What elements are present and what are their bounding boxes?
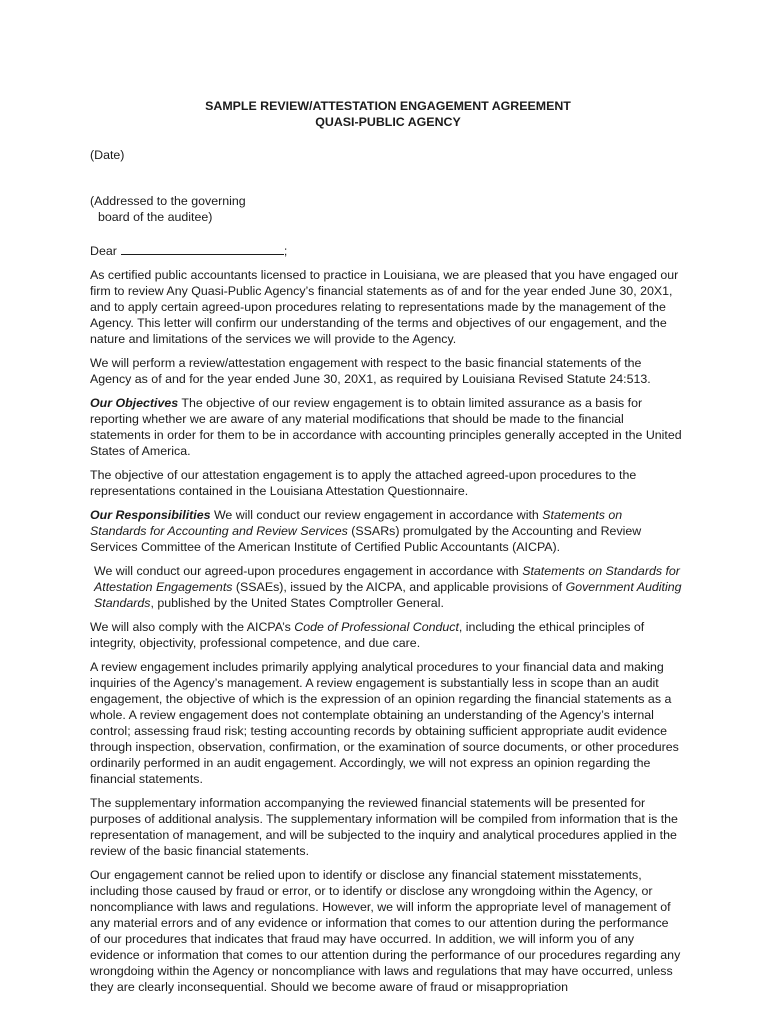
limitations-paragraph: Our engagement cannot be relied upon to identify or disclose any financial statement misstatements, including those caused by fraud or error, or to identify or disclose any wrongdoing within the Agency, or noncompliance with laws and regulations. However, we will inform the appropriate level of management of any material errors and of any evidence or information that comes to our attention during the performance of our procedures that indicates that fraud may have occurred. In addition, we will inform you of any evidence or information that comes to our attention during the performance of our procedures regarding any wrongdoing within the Agency or noncompliance with laws and regulations that may have occurred, unless they are clearly inconsequential. Should we become aware of fraud or misappropriation bbox=[90, 868, 681, 994]
intro-paragraph: As certified public accountants licensed to practice in Louisiana, we are pleased that you have engaged our firm to review Any Quasi-Public Agency’s financial statements as of and for the year ended June 30, 20X1, and to apply certain agreed-upon procedures relating to representations made by the management of the Agency. This letter will confirm our understanding of the terms and objectives of our engagement, and the nature and limitations of the services we will provide to the Agency. bbox=[90, 268, 679, 346]
attestation-objective-paragraph: The objective of our attestation engagement is to apply the attached agreed-upon procedures to the representations contained in the Louisiana Attestation Questionnaire. bbox=[90, 468, 637, 498]
aup-text-c: (SSAEs), issued by the AICPA, and applicable provisions of bbox=[232, 580, 566, 594]
address-line-1: (Addressed to the governing bbox=[90, 194, 246, 208]
ssae-title: Statements on Standards for Attestation Engagements bbox=[94, 564, 680, 594]
objectives-text: The objective of our review engagement is to obtain limited assurance as a basis for reporting whether we are aware of any material modifications that should be made to the financial statements in order for them to be in accordance with accounting principles generally accepted in the United States of America. bbox=[90, 396, 682, 458]
comply-paragraph bbox=[90, 619, 682, 651]
objectives-paragraph bbox=[90, 395, 682, 459]
supplementary-paragraph: The supplementary information accompanying the reviewed financial statements will be presented for purposes of additional analysis. The supplementary information will be compiled from information that is the representation of management, and will be subjected to the inquiry and analytical procedures applied in the review of the basic financial statements. bbox=[90, 796, 678, 858]
ssars-title: Statements on Standards for Accounting and Review Services bbox=[90, 508, 623, 538]
address-block bbox=[90, 193, 682, 225]
responsibilities-text-a: We will conduct our review engagement in accordance with bbox=[210, 508, 543, 522]
comply-text-c: , including the ethical principles of integrity, objectivity, professional competence, and due care. bbox=[90, 620, 645, 650]
address-line-2: board of the auditee) bbox=[98, 210, 213, 224]
title-line-2: QUASI-PUBLIC AGENCY bbox=[315, 115, 461, 129]
responsibilities-text-c: (SSARs) promulgated by the Accounting and Review Services Committee of the American Institute of Certified Public Accountants (AICPA). bbox=[90, 524, 642, 554]
date-placeholder: (Date) bbox=[90, 148, 125, 162]
title-line-1: SAMPLE REVIEW/ATTESTATION ENGAGEMENT AGREEMENT bbox=[205, 99, 571, 113]
responsibilities-heading: Our Responsibilities bbox=[90, 508, 211, 522]
salutation-blank-line bbox=[121, 242, 284, 255]
gas-title: Government Auditing Standards bbox=[94, 580, 682, 610]
salutation bbox=[90, 242, 682, 259]
comply-text-a: We will also comply with the AICPA’s bbox=[90, 620, 295, 634]
salutation-suffix: ; bbox=[283, 244, 288, 258]
aup-text-e: , published by the United States Comptroller General. bbox=[150, 596, 444, 610]
aup-text-a: We will conduct our agreed-upon procedures engagement in accordance with bbox=[94, 564, 523, 578]
salutation-prefix: Dear bbox=[90, 244, 117, 258]
objectives-heading: Our Objectives bbox=[90, 396, 179, 410]
perform-paragraph: We will perform a review/attestation engagement with respect to the basic financial statements of the Agency as of and for the year ended June 30, 20X1, as required by Louisiana Revised Statute 24:513. bbox=[90, 356, 651, 386]
document-title bbox=[90, 98, 686, 130]
code-of-conduct-title: Code of Professional Conduct bbox=[294, 620, 459, 634]
review-description-paragraph: A review engagement includes primarily applying analytical procedures to your financial data and making inquiries of the Agency’s management. A review engagement is substantially less in scope than an audit engagement, the objective of which is the expression of an opinion regarding the financial statements as a whole. A review engagement does not contemplate obtaining an understanding of the Agency’s internal control; assessing fraud risk; testing accounting records by obtaining sufficient appropriate audit evidence through inspection, observation, confirmation, or the examination of source documents, or other procedures ordinarily performed in an audit engagement. Accordingly, we will not express an opinion regarding the financial statements. bbox=[90, 660, 679, 786]
aup-paragraph bbox=[90, 563, 682, 611]
responsibilities-paragraph bbox=[90, 507, 682, 555]
